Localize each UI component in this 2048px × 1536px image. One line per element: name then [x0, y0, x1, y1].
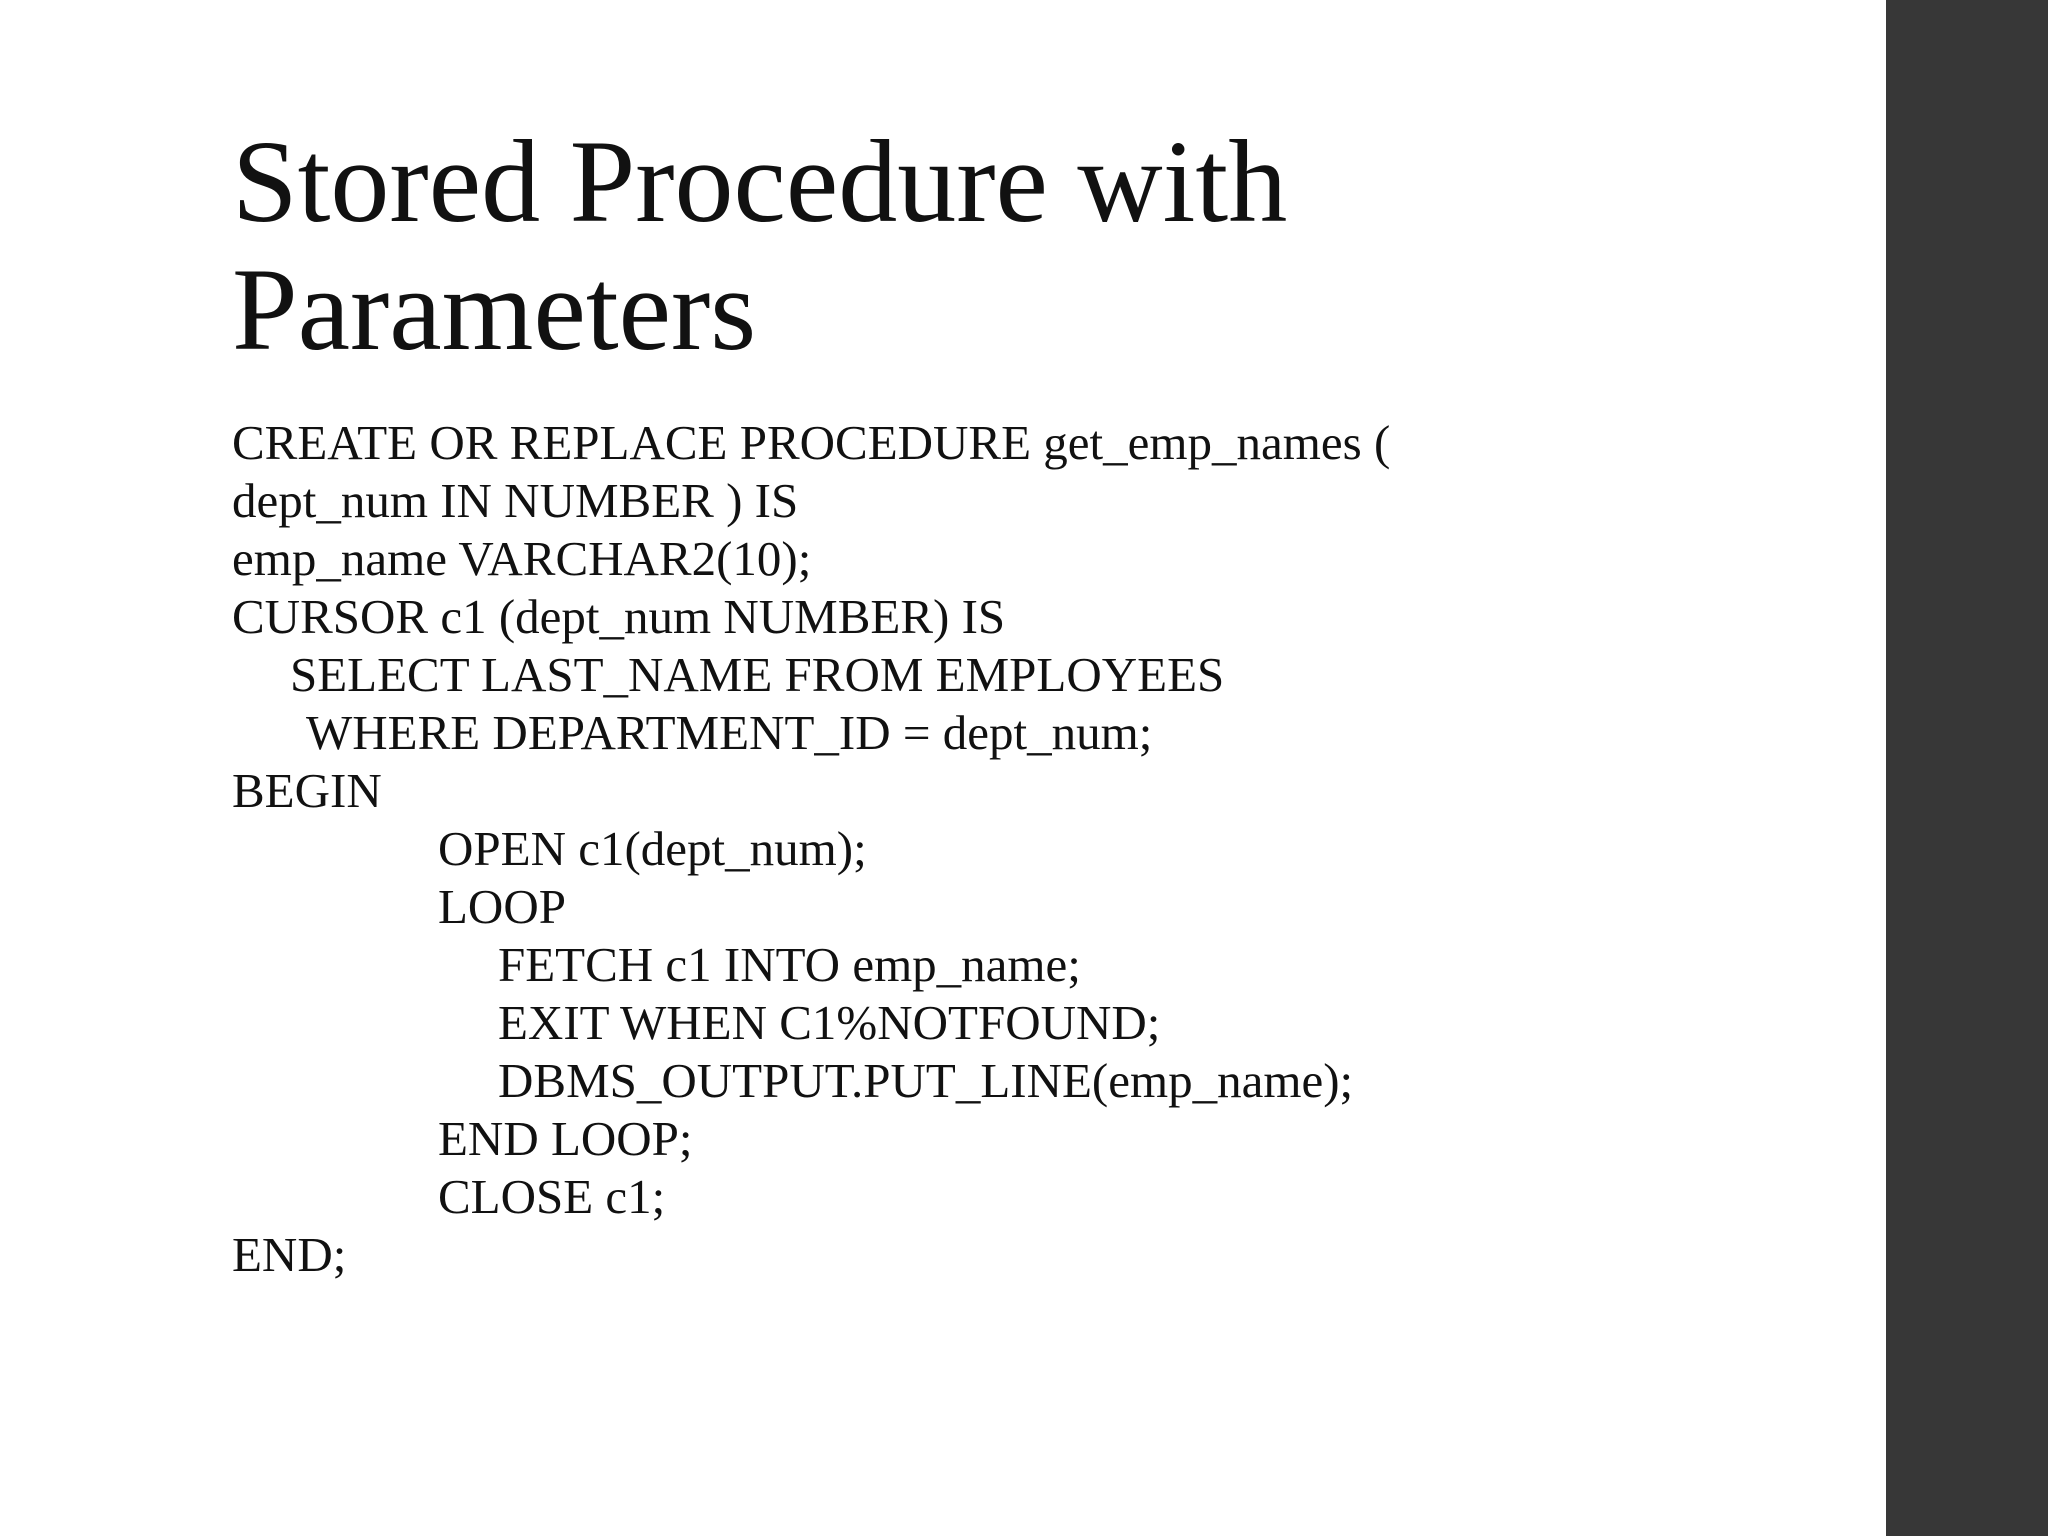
decorative-side-bar	[1886, 0, 2048, 1536]
code-listing	[232, 414, 1852, 1284]
code-line-end: END;	[232, 1227, 347, 1282]
code-line-put-line: DBMS_OUTPUT.PUT_LINE(emp_name);	[498, 1053, 1354, 1108]
code-line-select: SELECT LAST_NAME FROM EMPLOYEES	[290, 647, 1225, 702]
code-line-loop: LOOP	[438, 879, 566, 934]
code-line-close-cursor: CLOSE c1;	[438, 1169, 666, 1224]
code-line-create-procedure: CREATE OR REPLACE PROCEDURE get_emp_names (	[232, 415, 1391, 470]
slide-title-line-1: Stored Procedure with	[232, 116, 1288, 247]
code-line-end-loop: END LOOP;	[438, 1111, 693, 1166]
slide-title	[232, 118, 1832, 374]
code-line-open-cursor: OPEN c1(dept_num);	[438, 821, 867, 876]
slide-title-line-2: Parameters	[232, 244, 757, 375]
code-line-cursor-declaration: CURSOR c1 (dept_num NUMBER) IS	[232, 589, 1006, 644]
code-line-where: WHERE DEPARTMENT_ID = dept_num;	[306, 705, 1153, 760]
code-line-parameter: dept_num IN NUMBER ) IS	[232, 473, 799, 528]
code-line-begin: BEGIN	[232, 763, 382, 818]
code-line-exit-when: EXIT WHEN C1%NOTFOUND;	[498, 995, 1161, 1050]
code-line-fetch: FETCH c1 INTO emp_name;	[498, 937, 1081, 992]
code-line-variable-declaration: emp_name VARCHAR2(10);	[232, 531, 812, 586]
